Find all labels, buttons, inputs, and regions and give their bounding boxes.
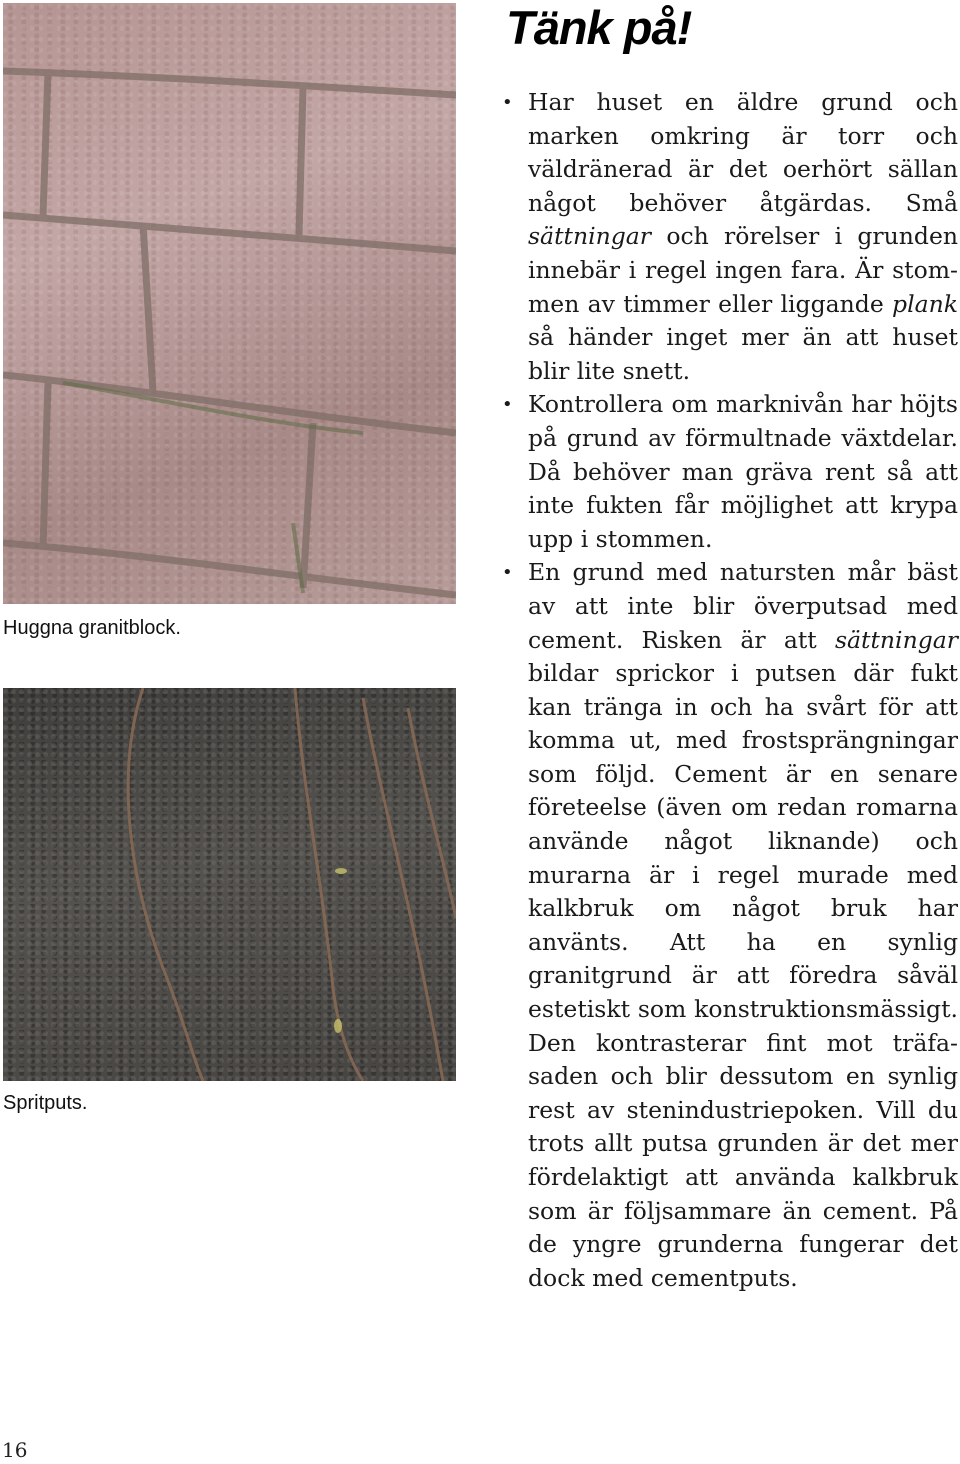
tip-item (500, 388, 958, 556)
granite-block-photo (3, 3, 456, 604)
spritputs-render-photo (3, 688, 456, 1081)
emphasized-term: sättningar (528, 222, 652, 251)
tip-text: En grund med natursten mår bäst av att inte blir överputsad med cement. Risken är att (528, 558, 958, 654)
emphasized-term: plank (892, 289, 958, 318)
tip-text: och rörelser i grunden innebär i regel ingen fara. Är stommen av timmer eller liggande (528, 222, 958, 318)
page-number: 16 (2, 1438, 28, 1462)
tip-item (500, 556, 958, 1295)
tip-item (500, 86, 958, 388)
granite-joints-drawing (3, 3, 456, 604)
tip-text: Har huset en äldre grund och marken omkring är torr och väldränerad är det oerhört sällan något behöver åtgärdas. Små (528, 88, 958, 217)
emphasized-term: sättningar (834, 625, 958, 654)
vine-stems-drawing (3, 688, 456, 1081)
spritputs-photo-caption: Spritputs. (3, 1092, 88, 1114)
tip-text: Kontrollera om marknivån har höjts på grund av förmultnade växtdelar. Då behöver man gräva rent så att inte fukten får möjlighet att krypa upp i stommen. (528, 390, 958, 553)
tip-text: bildar sprickor i putsen där fukt kan tränga in och ha svårt för att komma ut, med frostsprängningar som följd. Cement är en senare företeelse (även om redan romarna använde något liknande) och murarna är i regel murade med kalkbruk om något bruk har använts. Att ha en synlig granitgrund är att föredra såväl estetiskt som konstruktionsmässigt. Den kontrasterar fint mot träfasaden och blir dessutom en synlig rest av stenindustriepoken. Vill du trots allt putsa grunden är det mer fördelaktigt att använda kalkbruk som är följsammare än cement. På de yngre grunderna fungerar det dock med cementputs. (528, 659, 958, 1292)
tips-list (500, 86, 958, 1295)
tip-text: så händer inget mer än att huset blir lite snett. (528, 323, 958, 385)
granite-photo-caption: Huggna granitblock. (3, 617, 181, 639)
section-heading: Tänk på! (506, 1, 692, 54)
